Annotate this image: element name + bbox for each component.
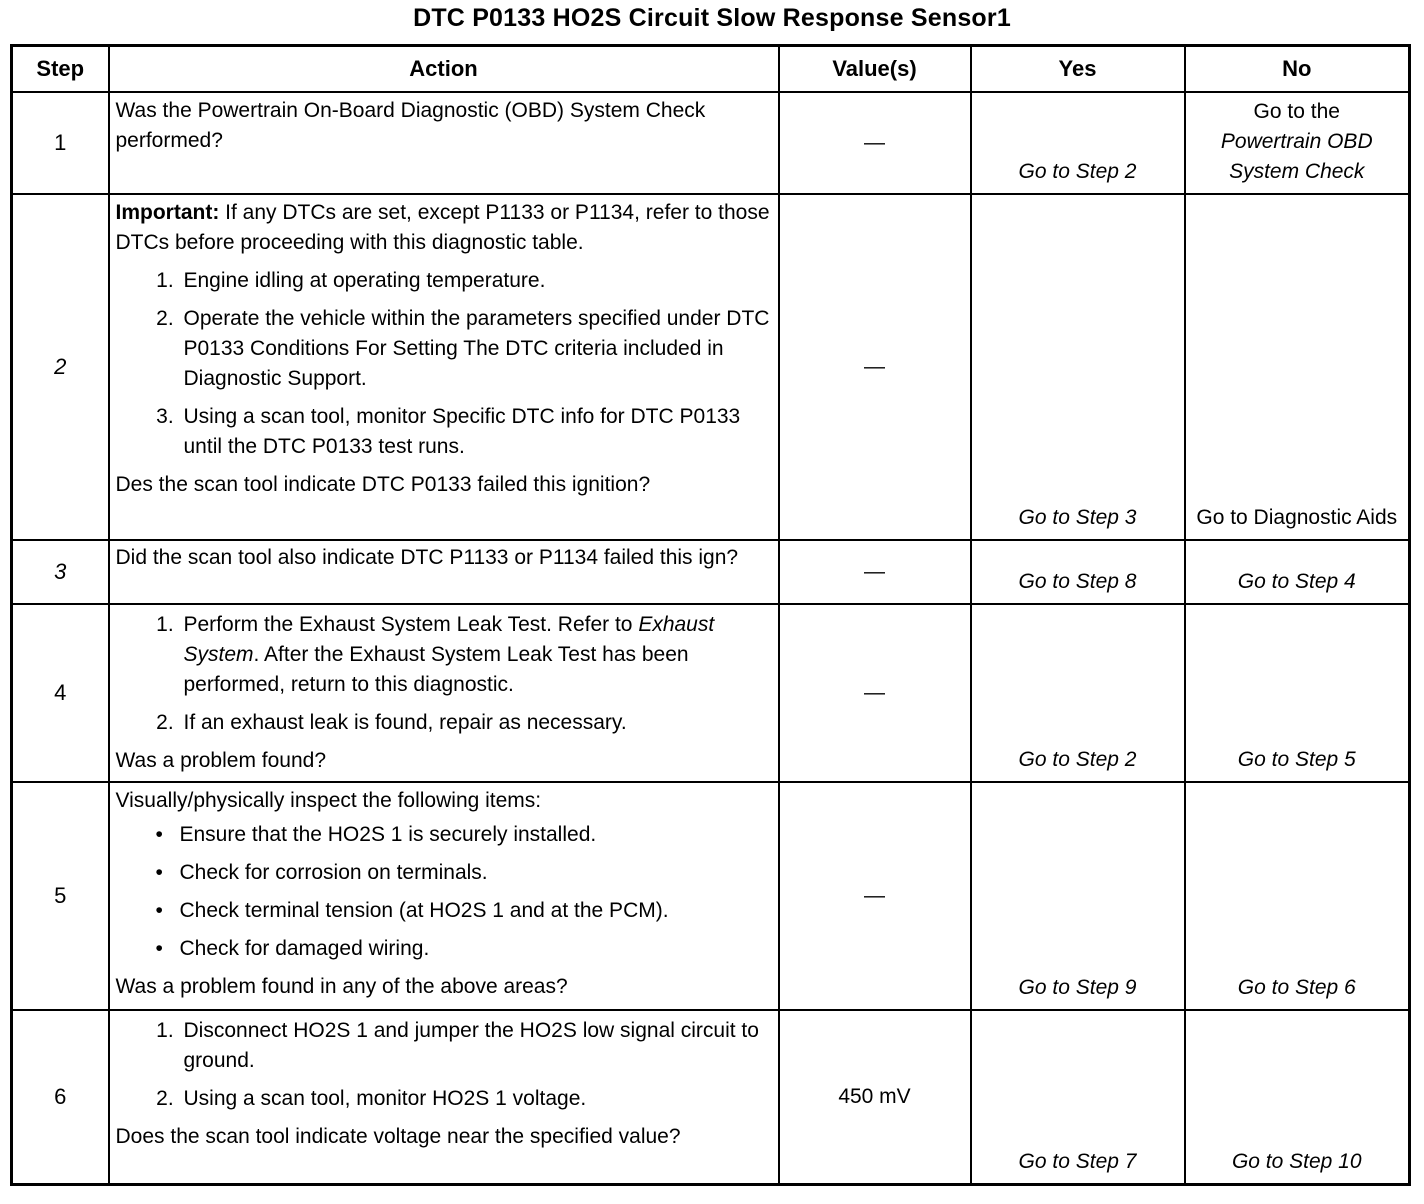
exhaust-system-reference: Exhaust System bbox=[183, 613, 715, 666]
table-row-step-1 bbox=[12, 92, 1410, 194]
step-number: 2 bbox=[12, 194, 109, 540]
list-item: 2. If an exhaust leak is found, repair as necessary. bbox=[180, 708, 774, 738]
action-cell bbox=[109, 1010, 779, 1184]
no-cell: Go to Step 4 bbox=[1185, 540, 1410, 604]
header-row bbox=[12, 46, 1410, 93]
step-number: 4 bbox=[12, 604, 109, 782]
list-item: • Check for damaged wiring. bbox=[180, 934, 774, 964]
list-item: • Check for corrosion on terminals. bbox=[180, 858, 774, 888]
diagnostic-table bbox=[10, 44, 1411, 1186]
important-label: Important: bbox=[115, 201, 220, 224]
step-number: 6 bbox=[12, 1010, 109, 1184]
table-title: DTC P0133 HO2S Circuit Slow Response Sensor1 bbox=[413, 4, 1011, 32]
important-note bbox=[116, 198, 774, 258]
table-row-step-5 bbox=[12, 782, 1410, 1010]
action-question: Des the scan tool indicate DTC P0133 failed this ignition? bbox=[115, 473, 651, 496]
important-text: If any DTCs are set, except P1133 or P1134, refer to those DTCs before proceeding with this diagnostic table. bbox=[115, 201, 770, 254]
list-item: 1. Engine idling at operating temperature. bbox=[180, 266, 774, 296]
list-item: 1. Disconnect HO2S 1 and jumper the HO2S low signal circuit to ground. bbox=[180, 1016, 774, 1076]
yes-cell: Go to Step 9 bbox=[971, 782, 1185, 1010]
step-number: 3 bbox=[12, 540, 109, 604]
action-question: Does the scan tool indicate voltage near the specified value? bbox=[115, 1125, 681, 1148]
yes-cell: Go to Step 7 bbox=[971, 1010, 1185, 1184]
value-cell: 450 mV bbox=[779, 1010, 971, 1184]
list-item bbox=[180, 610, 774, 700]
list-item: • Ensure that the HO2S 1 is securely installed. bbox=[180, 820, 774, 850]
list-item-text: Perform the Exhaust System Leak Test. Refer to bbox=[183, 613, 639, 636]
table-row-step-3 bbox=[12, 540, 1410, 604]
header-action: Action bbox=[109, 46, 779, 93]
no-cell bbox=[1185, 92, 1410, 194]
procedure-list bbox=[116, 610, 774, 738]
action-cell bbox=[109, 540, 779, 604]
action-text: Was the Powertrain On-Board Diagnostic (OBD) System Check performed? bbox=[115, 99, 706, 152]
header-values: Value(s) bbox=[779, 46, 971, 93]
action-cell bbox=[109, 782, 779, 1010]
header-no: No bbox=[1185, 46, 1410, 93]
no-cell: Go to Step 5 bbox=[1185, 604, 1410, 782]
procedure-list bbox=[116, 1016, 774, 1114]
value-cell: — bbox=[779, 782, 971, 1010]
header-yes: Yes bbox=[971, 46, 1185, 93]
value-cell: — bbox=[779, 604, 971, 782]
action-cell bbox=[109, 604, 779, 782]
list-item: 3. Using a scan tool, monitor Specific DTC info for DTC P0133 until the DTC P0133 test runs. bbox=[180, 402, 774, 462]
list-item: 2. Using a scan tool, monitor HO2S 1 voltage. bbox=[180, 1084, 774, 1114]
table-row-step-4 bbox=[12, 604, 1410, 782]
procedure-list bbox=[116, 266, 774, 462]
action-text: Did the scan tool also indicate DTC P1133 or P1134 failed this ign? bbox=[115, 546, 739, 569]
no-text-line1: Go to the bbox=[1253, 100, 1340, 123]
yes-cell: Go to Step 3 bbox=[971, 194, 1185, 540]
action-question: Was a problem found? bbox=[115, 749, 327, 772]
list-item: 2. Operate the vehicle within the parameters specified under DTC P0133 Conditions For Setting The DTC criteria included in Diagnostic Support. bbox=[180, 304, 774, 394]
yes-cell: Go to Step 2 bbox=[971, 604, 1185, 782]
list-item: • Check terminal tension (at HO2S 1 and at the PCM). bbox=[180, 896, 774, 926]
no-cell: Go to Step 10 bbox=[1185, 1010, 1410, 1184]
inspection-list bbox=[116, 820, 774, 964]
action-cell bbox=[109, 194, 779, 540]
table-row-step-6 bbox=[12, 1010, 1410, 1184]
action-question: Was a problem found in any of the above areas? bbox=[115, 975, 568, 998]
header-step: Step bbox=[12, 46, 109, 93]
list-item-text: . After the Exhaust System Leak Test has been performed, return to this diagnostic. bbox=[183, 643, 689, 696]
yes-cell: Go to Step 8 bbox=[971, 540, 1185, 604]
no-cell: Go to Step 6 bbox=[1185, 782, 1410, 1010]
step-number: 5 bbox=[12, 782, 109, 1010]
no-text-link: Powertrain OBD System Check bbox=[1220, 130, 1373, 183]
table-row-step-2 bbox=[12, 194, 1410, 540]
value-cell: — bbox=[779, 540, 971, 604]
action-intro: Visually/physically inspect the following items: bbox=[115, 789, 542, 812]
value-cell: — bbox=[779, 92, 971, 194]
no-cell: Go to Diagnostic Aids bbox=[1185, 194, 1410, 540]
action-cell bbox=[109, 92, 779, 194]
yes-cell: Go to Step 2 bbox=[971, 92, 1185, 194]
value-cell: — bbox=[779, 194, 971, 540]
step-number: 1 bbox=[12, 92, 109, 194]
